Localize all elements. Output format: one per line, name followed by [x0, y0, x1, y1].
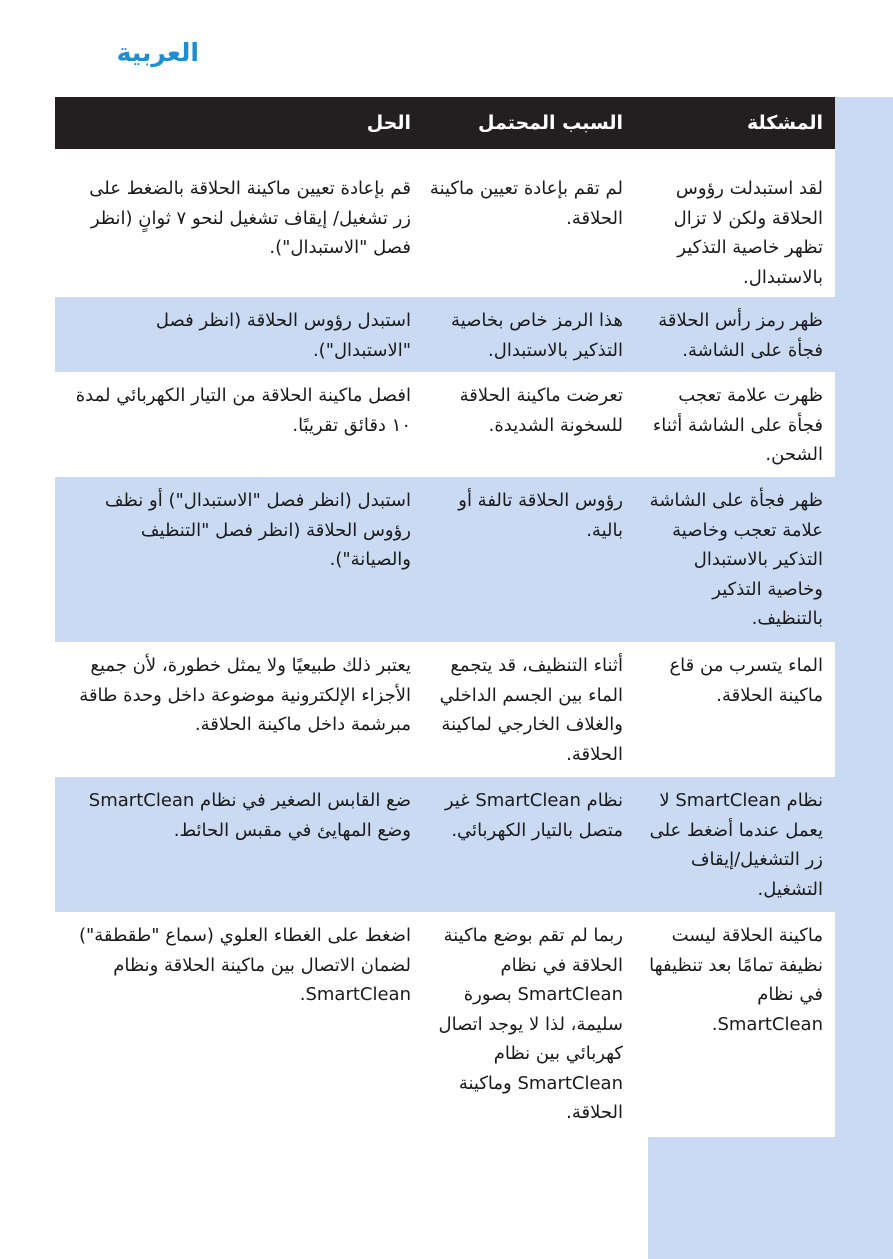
cell-cause: لم تقم بإعادة تعيين ماكينة الحلاقة. — [429, 178, 623, 229]
table-row — [55, 149, 835, 297]
cell-problem: ماكينة الحلاقة ليست نظيفة تمامًا بعد تنظيفها في نظام SmartClean. — [649, 925, 823, 1035]
cell-cause: تعرضت ماكينة الحلاقة للسخونة الشديدة. — [459, 385, 623, 436]
table-row — [55, 912, 835, 1137]
table-row — [55, 777, 835, 912]
cell-solution: استبدل رؤوس الحلاقة (انظر فصل "الاستبدال"). — [155, 310, 411, 361]
cell-problem: الماء يتسرب من قاع ماكينة الحلاقة. — [669, 655, 823, 706]
table-row — [55, 297, 835, 372]
cell-solution: قم بإعادة تعيين ماكينة الحلاقة بالضغط على زر تشغيل/ إيقاف تشغيل لنحو ٧ ثوانٍ (انظر فصل "الاستبدال"). — [89, 178, 411, 258]
cell-problem: نظام SmartClean لا يعمل عندما أضغط على زر التشغيل/إيقاف التشغيل. — [649, 790, 823, 900]
table-header — [55, 97, 835, 149]
cell-cause: نظام SmartClean غير متصل بالتيار الكهربائي. — [444, 790, 623, 841]
cell-problem: ظهر فجأة على الشاشة علامة تعجب وخاصية التذكير بالاستبدال وخاصية التذكير بالتنظيف. — [649, 490, 823, 629]
cell-problem: ظهر رمز رأس الحلاقة فجأة على الشاشة. — [658, 310, 823, 361]
side-color-band — [835, 97, 893, 1259]
table-row — [55, 477, 835, 642]
bottom-color-band — [648, 1137, 893, 1259]
cell-cause: ربما لم تقم بوضع ماكينة الحلاقة في نظام SmartClean بصورة سليمة، لذا لا يوجد اتصال كهربائي بين نظام SmartClean وماكينة الحلاقة. — [438, 925, 623, 1123]
header-solution: الحل — [366, 112, 411, 134]
header-problem: المشكلة — [746, 112, 823, 134]
troubleshooting-table — [55, 97, 835, 1137]
cell-problem: لقد استبدلت رؤوس الحلاقة ولكن لا تزال تظهر خاصية التذكير بالاستبدال. — [673, 178, 823, 288]
cell-solution: استبدل (انظر فصل "الاستبدال") أو نظف رؤوس الحلاقة (انظر فصل "التنظيف والصيانة"). — [104, 490, 411, 570]
cell-problem: ظهرت علامة تعجب فجأة على الشاشة أثناء الشحن. — [652, 385, 823, 465]
table-row — [55, 372, 835, 477]
header-cause: السبب المحتمل — [478, 112, 623, 134]
cell-solution: ضع القابس الصغير في نظام SmartClean وضع المهايئ في مقبس الحائط. — [88, 790, 411, 841]
language-title: العربية — [116, 38, 199, 67]
cell-solution: يعتبر ذلك طبيعيًا ولا يمثل خطورة، لأن جميع الأجزاء الإلكترونية موضوعة داخل وحدة طاقة مبرشمة داخل ماكينة الحلاقة. — [79, 655, 411, 735]
table-row — [55, 642, 835, 777]
cell-cause: هذا الرمز خاص بخاصية التذكير بالاستبدال. — [451, 310, 623, 361]
cell-solution: افصل ماكينة الحلاقة من التيار الكهربائي لمدة ١٠ دقائق تقريبًا. — [75, 385, 411, 436]
cell-cause: رؤوس الحلاقة تالفة أو بالية. — [458, 490, 623, 541]
cell-solution: اضغط على الغطاء العلوي (سماع "طقطقة") لضمان الاتصال بين ماكينة الحلاقة ونظام SmartClean. — [78, 925, 411, 1005]
cell-cause: أثناء التنظيف، قد يتجمع الماء بين الجسم الداخلي والغلاف الخارجي لماكينة الحلاقة. — [439, 655, 623, 765]
